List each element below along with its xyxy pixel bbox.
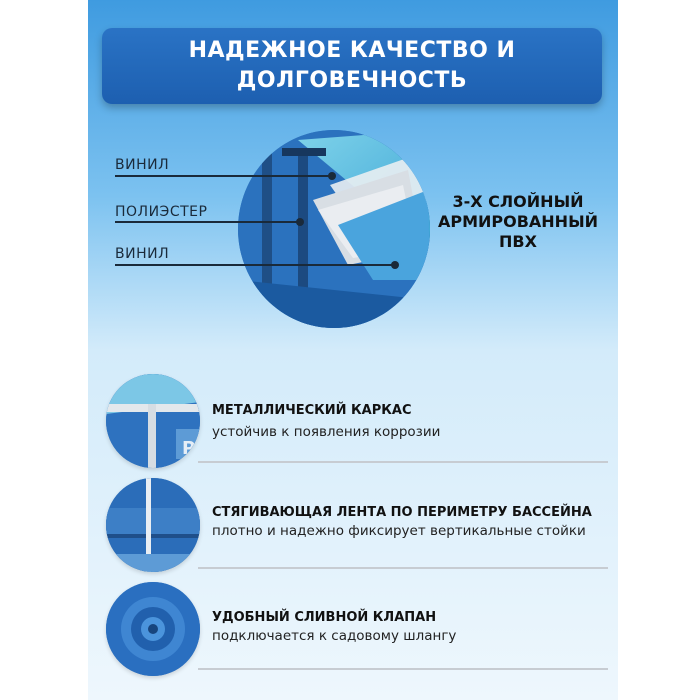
layer-label-polyester: ПОЛИЭСТЕР bbox=[115, 204, 208, 220]
svg-text:P: P bbox=[182, 438, 196, 459]
feature-desc-drain-valve: подключается к садовому шлангу bbox=[212, 628, 457, 644]
divider-1 bbox=[198, 461, 608, 463]
pvc-line-3: ПВХ bbox=[499, 232, 537, 251]
drain-valve-icon bbox=[106, 582, 200, 676]
layer-label-vinyl-bottom: ВИНИЛ bbox=[115, 246, 170, 262]
layer-dot-3 bbox=[391, 261, 399, 269]
feature-title-strap: СТЯГИВАЮЩАЯ ЛЕНТА ПО ПЕРИМЕТРУ БАССЕЙНА bbox=[212, 505, 592, 520]
header-banner bbox=[102, 28, 602, 104]
layer-dot-2 bbox=[296, 218, 304, 226]
divider-2 bbox=[198, 567, 608, 569]
strap-icon bbox=[106, 478, 200, 572]
feature-desc-metal-frame: устойчив к появления коррозии bbox=[212, 424, 441, 440]
material-layers-image bbox=[238, 130, 430, 328]
layer-line-1 bbox=[115, 175, 333, 177]
divider-3 bbox=[198, 668, 608, 670]
layer-dot-1 bbox=[328, 172, 336, 180]
banner-title-line-2: ДОЛГОВЕЧНОСТЬ bbox=[236, 68, 468, 93]
layer-label-vinyl-top: ВИНИЛ bbox=[115, 157, 170, 173]
feature-desc-strap: плотно и надежно фиксирует вертикальные стойки bbox=[212, 523, 586, 539]
pvc-line-2: АРМИРОВАННЫЙ bbox=[437, 212, 599, 231]
metal-frame-icon bbox=[106, 374, 200, 468]
feature-title-metal-frame: МЕТАЛЛИЧЕСКИЙ КАРКАС bbox=[212, 403, 412, 418]
banner-title-line-1: НАДЕЖНОЕ КАЧЕСТВО И bbox=[188, 38, 516, 63]
layer-line-2 bbox=[115, 221, 300, 223]
pvc-description bbox=[428, 192, 608, 252]
feature-title-drain-valve: УДОБНЫЙ СЛИВНОЙ КЛАПАН bbox=[212, 610, 437, 625]
layer-line-3 bbox=[115, 264, 397, 266]
pvc-line-1: 3-Х СЛОЙНЫЙ bbox=[452, 192, 584, 211]
product-card bbox=[88, 0, 618, 700]
